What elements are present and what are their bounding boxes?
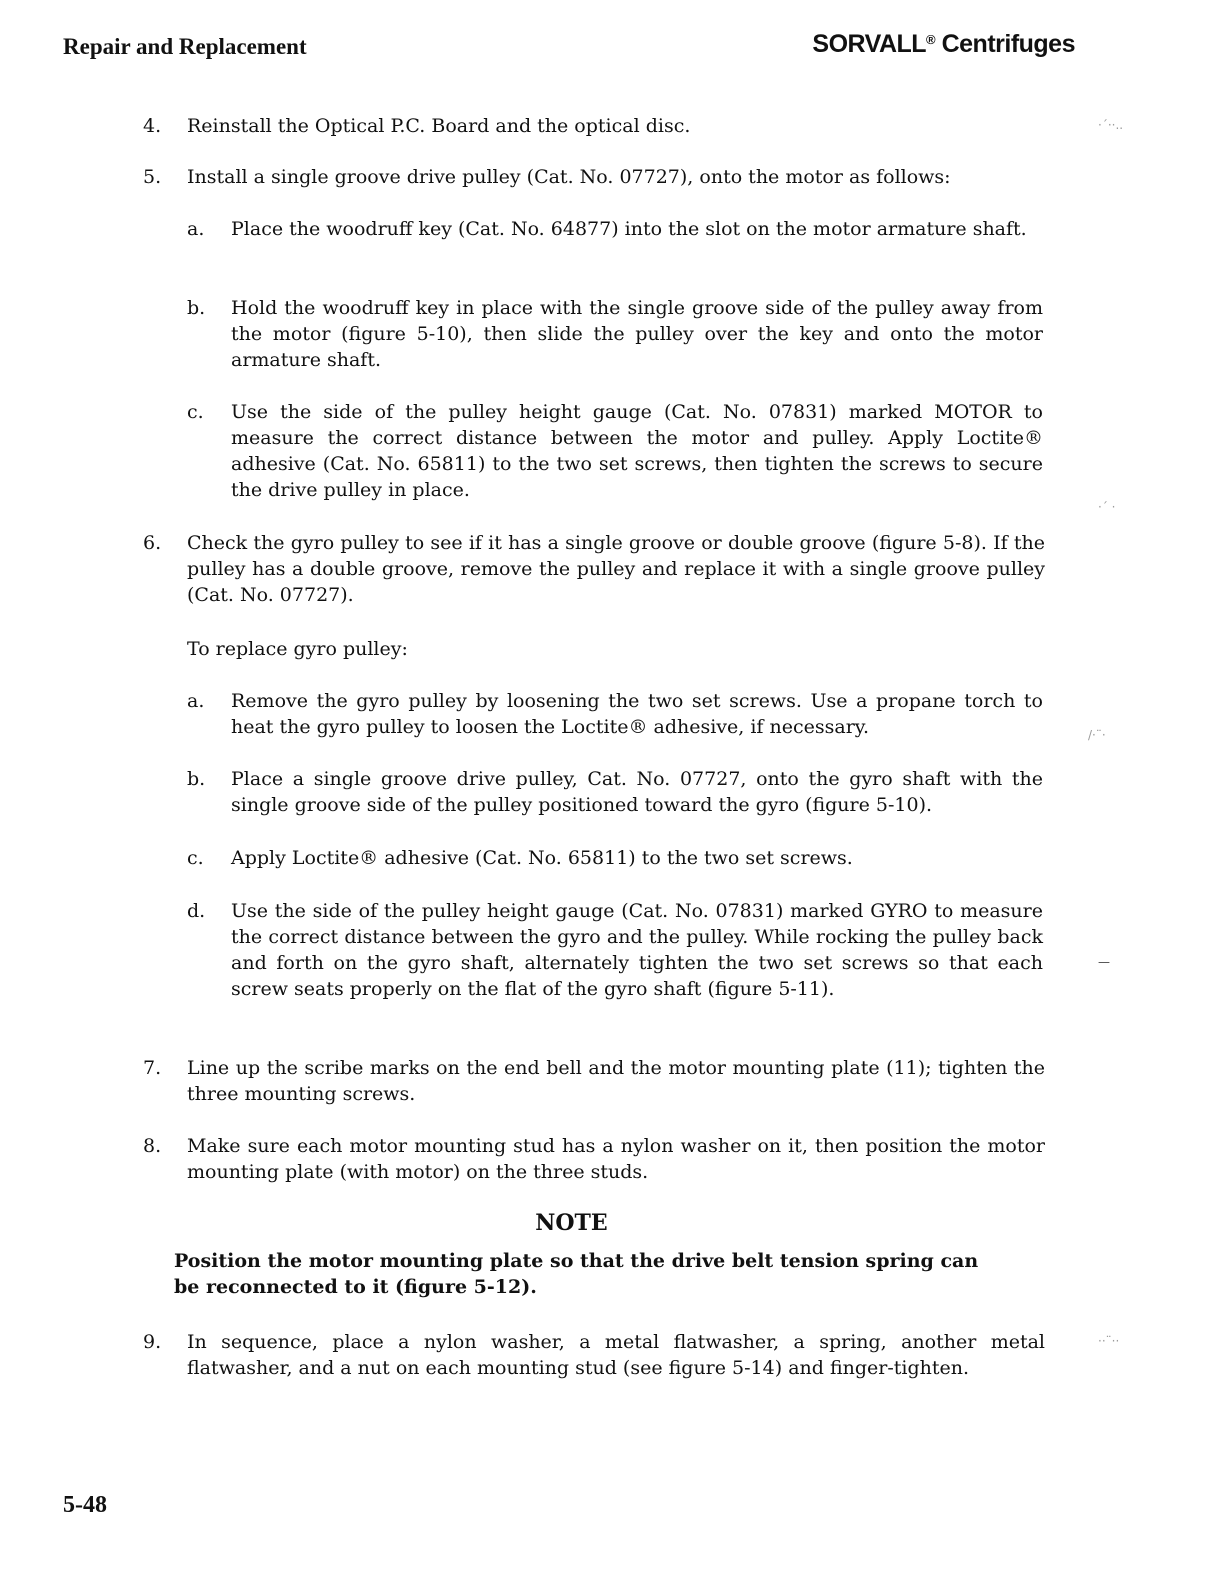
step-6-intro: To replace gyro pulley:	[187, 638, 408, 660]
substep-letter: d.	[187, 900, 206, 922]
step-number: 9.	[143, 1331, 162, 1353]
step-number: 6.	[143, 532, 162, 554]
substep-text: Use the side of the pulley height gauge (Cat. No. 07831) marked MOTOR to measure the correct distance between the motor and pulley. Apply Loctite® adhesive (Cat. No. 65811) to the two set screws, then tighten the screws to secure the drive pulley in place.	[231, 401, 1043, 501]
step-5b	[187, 295, 1043, 373]
step-text: Install a single groove drive pulley (Cat. No. 07727), onto the motor as follows:	[187, 166, 951, 188]
step-number: 8.	[143, 1135, 162, 1157]
step-9	[143, 1329, 1045, 1381]
step-5c	[187, 399, 1043, 503]
step-number: 7.	[143, 1057, 162, 1079]
step-5a	[187, 216, 1043, 242]
registered-mark: ®	[926, 32, 936, 47]
substep-text: Hold the woodruff key in place with the single groove side of the pulley away from the motor (figure 5-10), then slide the pulley over the key and onto the motor armature shaft.	[231, 297, 1043, 371]
step-6d	[187, 898, 1043, 1002]
step-text: Make sure each motor mounting stud has a nylon washer on it, then position the motor mounting plate (with motor) on the three studs.	[187, 1135, 1045, 1183]
substep-text: Place the woodruff key (Cat. No. 64877) into the slot on the motor armature shaft.	[231, 218, 1027, 240]
page-header-right	[812, 30, 1075, 59]
substep-letter: b.	[187, 297, 206, 319]
step-6a	[187, 688, 1043, 740]
step-number: 5.	[143, 166, 162, 188]
step-6c	[187, 845, 1043, 871]
page-number: 5-48	[63, 1492, 107, 1518]
scan-mark: ·´··..	[1098, 118, 1124, 132]
step-text: Reinstall the Optical P.C. Board and the optical disc.	[187, 115, 691, 137]
step-8	[143, 1133, 1045, 1185]
substep-letter: a.	[187, 690, 205, 712]
substep-letter: c.	[187, 847, 204, 869]
step-number: 4.	[143, 115, 162, 137]
brand-suffix: Centrifuges	[935, 30, 1075, 58]
substep-text: Place a single groove drive pulley, Cat. No. 07727, onto the gyro shaft with the single groove side of the pulley positioned toward the gyro (figure 5-10).	[231, 768, 1043, 816]
note-heading: NOTE	[535, 1210, 608, 1236]
step-text: Line up the scribe marks on the end bell and the motor mounting plate (11); tighten the three mounting screws.	[187, 1057, 1045, 1105]
substep-letter: b.	[187, 768, 206, 790]
step-4	[143, 113, 1045, 139]
brand-name: SORVALL	[812, 30, 927, 58]
substep-letter: c.	[187, 401, 204, 423]
step-5	[143, 164, 1045, 190]
step-text: In sequence, place a nylon washer, a metal flatwasher, a spring, another metal flatwasher, and a nut on each mounting stud (see figure 5-14) and finger-tighten.	[187, 1331, 1045, 1379]
scan-mark: ··¨··	[1098, 1334, 1120, 1348]
substep-letter: a.	[187, 218, 205, 240]
step-7	[143, 1055, 1045, 1107]
page-header-left: Repair and Replacement	[63, 34, 307, 59]
substep-text: Apply Loctite® adhesive (Cat. No. 65811) to the two set screws.	[231, 847, 853, 869]
scan-mark: ·´ ·	[1098, 500, 1116, 514]
scan-mark: /·¨·	[1088, 728, 1106, 742]
step-6b	[187, 766, 1043, 818]
substep-text: Use the side of the pulley height gauge (Cat. No. 07831) marked GYRO to measure the correct distance between the gyro and the pulley. While rocking the pulley back and forth on the gyro shaft, alternately tighten the two set screws so that each screw seats properly on the flat of the gyro shaft (figure 5-11).	[231, 900, 1043, 1000]
step-6	[143, 530, 1045, 608]
step-text: Check the gyro pulley to see if it has a single groove or double groove (figure 5-8). If the pulley has a double groove, remove the pulley and replace it with a single groove pulley (Cat. No. 07727).	[187, 532, 1045, 606]
substep-text: Remove the gyro pulley by loosening the two set screws. Use a propane torch to heat the gyro pulley to loosen the Loctite® adhesive, if necessary.	[231, 690, 1043, 738]
scan-mark: —	[1098, 955, 1110, 969]
note-text: Position the motor mounting plate so that the drive belt tension spring can be reconnected to it (figure 5-12).	[174, 1250, 979, 1298]
